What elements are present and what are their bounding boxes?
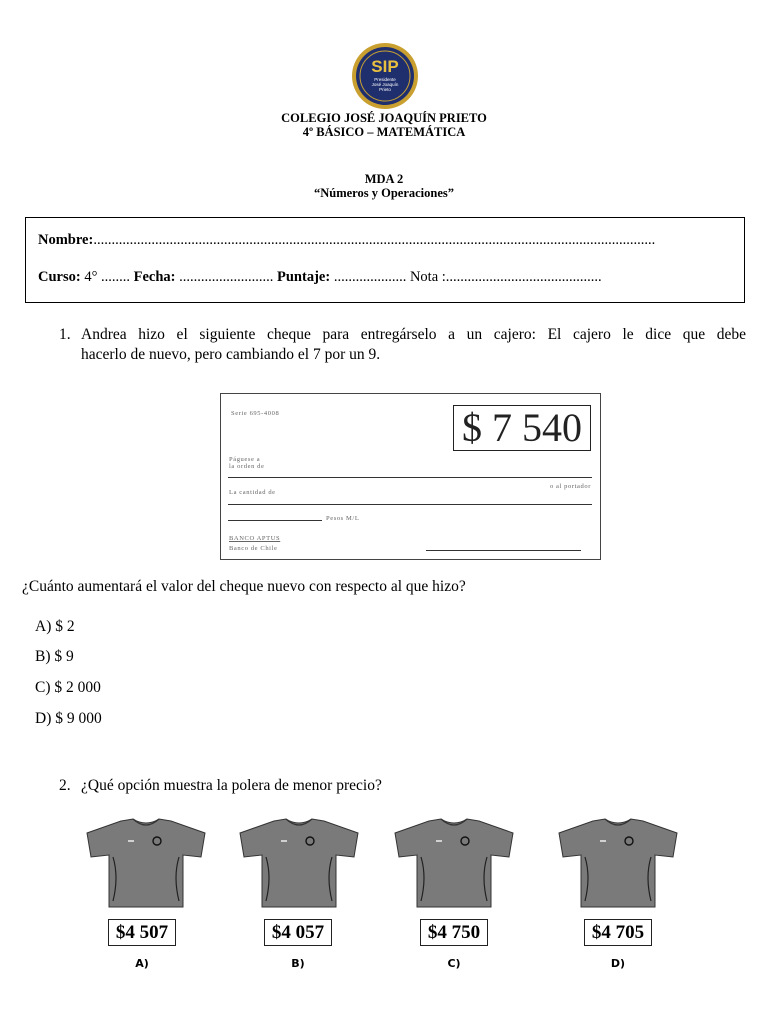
shirt-c-price: $4 750: [420, 919, 488, 946]
svg-text:SIP: SIP: [371, 57, 399, 76]
cheque-signature-line: [426, 550, 581, 551]
curso-value: 4°: [84, 269, 98, 285]
shirt-c-icon: [391, 817, 517, 909]
cheque-paguese-line1: Páguese a: [229, 456, 261, 463]
curso-label: Curso:: [38, 269, 81, 285]
nota-label: Nota :: [409, 269, 446, 285]
cheque-bank-sub: Banco de Chile: [229, 545, 278, 552]
cheque-amount: $ 7 540: [453, 405, 591, 451]
cheque-bank-name: BANCO APTUS: [229, 535, 281, 542]
school-logo: [351, 42, 419, 110]
cheque-image: [220, 393, 601, 560]
question1-option-b[interactable]: B) $ 9: [35, 648, 74, 665]
svg-text:Prieto: Prieto: [379, 87, 391, 92]
cheque-amount-line: [228, 504, 592, 505]
curso-field[interactable]: ........: [101, 269, 131, 285]
cheque-pesos-line: [228, 520, 322, 521]
shirt-d-label[interactable]: D): [610, 957, 626, 970]
shirt-a-icon: [83, 817, 209, 909]
shirt-b-label[interactable]: B): [291, 957, 305, 970]
question1-text-line2: hacerlo de nuevo, pero cambiando el 7 por un 9.: [81, 346, 381, 363]
shirt-b-price: $4 057: [264, 919, 332, 946]
nota-field[interactable]: ...........................................: [445, 269, 602, 285]
shirt-d-icon: [555, 817, 681, 909]
question1-option-d[interactable]: D) $ 9 000: [35, 710, 102, 727]
cheque-cantidad: La cantidad de: [229, 489, 276, 496]
shirt-c-label[interactable]: C): [447, 957, 461, 970]
curso-row: [38, 269, 602, 286]
question2-text: ¿Qué opción muestra la polera de menor precio?: [81, 777, 382, 794]
puntaje-field[interactable]: ....................: [333, 269, 407, 285]
shirt-b-icon: [236, 817, 362, 909]
question1-number: 1.: [59, 326, 71, 343]
student-info-box: [25, 217, 745, 303]
shirt-a-price: $4 507: [108, 919, 176, 946]
fecha-label: Fecha:: [133, 269, 176, 285]
cheque-serie: Serie 695-4008: [231, 410, 280, 417]
svg-text:José Joaquín: José Joaquín: [371, 82, 399, 87]
question1-option-c[interactable]: C) $ 2 000: [35, 679, 101, 696]
cheque-paguese-line2: la orden de: [229, 463, 265, 470]
cheque-portador: o al portador: [549, 483, 591, 490]
nombre-row: [38, 232, 655, 249]
question2-number: 2.: [59, 777, 71, 794]
puntaje-label: Puntaje:: [277, 269, 331, 285]
question1-option-a[interactable]: A) $ 2: [35, 618, 75, 635]
doc-title: “Números y Operaciones”: [313, 186, 455, 200]
shirt-d-price: $4 705: [584, 919, 652, 946]
shirt-a-label[interactable]: A): [135, 957, 149, 970]
doc-code: MDA 2: [364, 172, 404, 186]
svg-text:Presidente: Presidente: [374, 77, 396, 82]
course-subject: 4º BÁSICO – MATEMÁTICA: [302, 125, 466, 139]
nombre-field[interactable]: ...........................................................................................................................................................: [93, 232, 656, 248]
question1-prompt: ¿Cuánto aumentará el valor del cheque nuevo con respecto al que hizo?: [22, 578, 466, 595]
nombre-label: Nombre:: [38, 232, 94, 248]
cheque-pesos: Pesos M/L: [326, 515, 360, 522]
fecha-field[interactable]: ..........................: [179, 269, 274, 285]
school-name: COLEGIO JOSÉ JOAQUÍN PRIETO: [281, 111, 487, 125]
question1-text-line1: Andrea hizo el siguiente cheque para entregárselo a un cajero: El cajero le dice que debe: [81, 326, 746, 343]
cheque-payee-line: [228, 477, 592, 478]
